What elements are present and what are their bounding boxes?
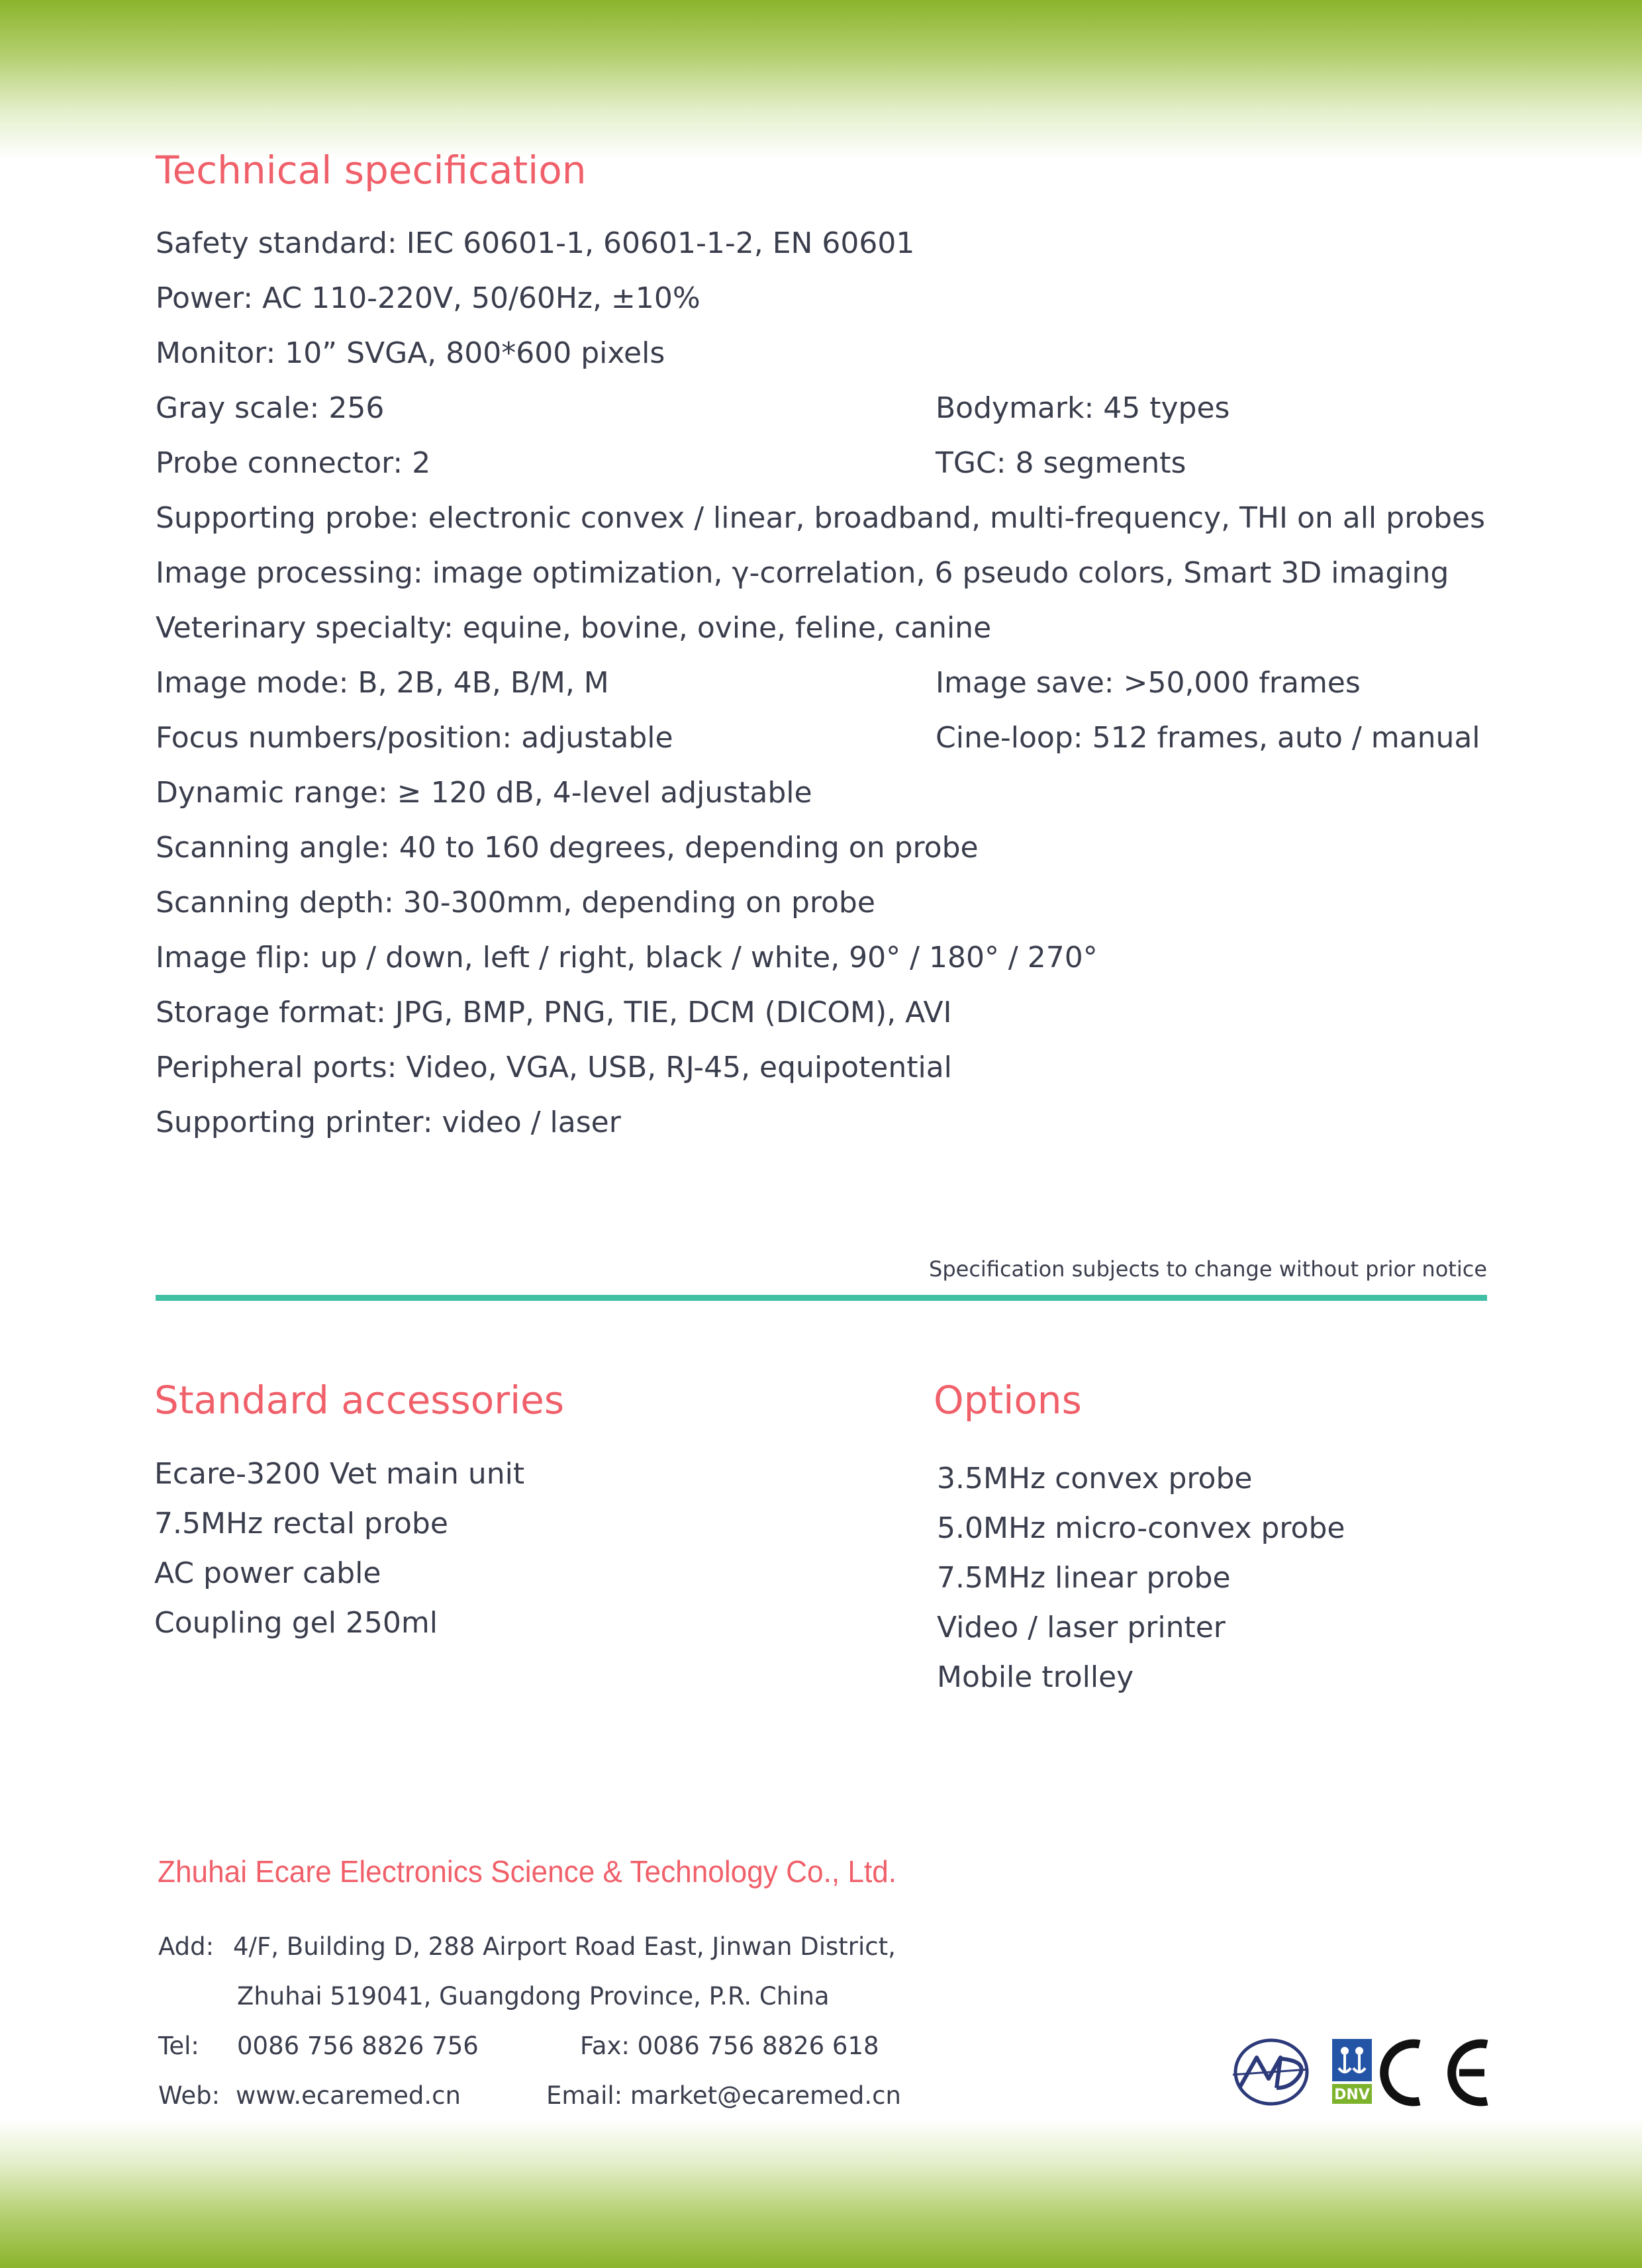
ce-mark [1384,2044,1487,2102]
spec-scanning-angle: Scanning angle: 40 to 160 degrees, depending on probe [156,831,979,865]
spec-monitor: Monitor: 10” SVGA, 800*600 pixels [156,336,665,370]
fax-number: Fax: 0086 756 8826 618 [580,2032,879,2060]
technical-specification-heading: Technical specification [156,148,587,193]
options-heading: Options [934,1378,1082,1423]
md-logo [1233,2040,1308,2104]
standard-accessories-heading: Standard accessories [154,1378,565,1423]
spec-image-flip: Image flip: up / down, left / right, black / white, 90° / 180° / 270° [156,941,1098,974]
list-item: AC power cable [154,1556,381,1590]
list-item: Coupling gel 250ml [154,1606,438,1640]
list-item: 3.5MHz convex probe [937,1462,1253,1495]
spec-tgc: TGC: 8 segments [936,446,1186,480]
options-list [937,1462,1345,1711]
spec-image-processing: Image processing: image optimization, γ-correlation, 6 pseudo colors, Smart 3D imaging [156,556,1449,590]
standard-accessories-list [154,1458,524,1656]
spec-power: Power: AC 110-220V, 50/60Hz, ±10% [156,281,700,315]
web-label: Web: [158,2081,220,2110]
email-link[interactable]: Email: market@ecaremed.cn [546,2081,901,2110]
certification-logos [1230,2035,1488,2109]
list-item: Mobile trolley [937,1660,1134,1694]
spec-bodymark: Bodymark: 45 types [936,391,1230,425]
tel-number: 0086 756 8826 756 [237,2032,479,2060]
spec-change-notice: Specification subjects to change without prior notice [929,1256,1487,1282]
list-item: 5.0MHz micro-convex probe [937,1511,1345,1545]
spec-storage-format: Storage format: JPG, BMP, PNG, TIE, DCM (DICOM), AVI [156,996,952,1029]
list-item: Video / laser printer [937,1611,1226,1644]
dnv-label: DNV [1334,2087,1370,2103]
list-item: 7.5MHz linear probe [937,1561,1231,1595]
spec-image-mode: Image mode: B, 2B, 4B, B/M, M [156,666,609,700]
spec-supporting-probe: Supporting probe: electronic convex / linear, broadband, multi-frequency, THI on all probes [156,501,1486,535]
section-divider [156,1295,1487,1301]
spec-probe-connector: Probe connector: 2 [156,446,431,480]
spec-dynamic-range: Dynamic range: ≥ 120 dB, 4-level adjustable [156,776,812,810]
spec-gray-scale: Gray scale: 256 [156,391,385,425]
address-label: Add: [158,1932,215,1961]
spec-image-save: Image save: >50,000 frames [936,666,1361,700]
top-green-band [0,0,1642,159]
spec-supporting-printer: Supporting printer: video / laser [156,1106,621,1139]
spec-safety-standard: Safety standard: IEC 60601-1, 60601-1-2, EN 60601 [156,226,915,260]
web-link[interactable]: www.ecaremed.cn [236,2081,461,2110]
address-line-1: 4/F, Building D, 288 Airport Road East, Jinwan District, [233,1932,896,1961]
spec-cine-loop: Cine-loop: 512 frames, auto / manual [936,721,1480,755]
dnv-logo [1332,2039,1372,2104]
list-item: Ecare-3200 Vet main unit [154,1457,525,1491]
tel-label: Tel: [158,2032,199,2060]
bottom-green-band [0,2118,1642,2268]
spec-peripheral-ports: Peripheral ports: Video, VGA, USB, RJ-45, equipotential [156,1051,952,1084]
list-item: 7.5MHz rectal probe [154,1507,448,1540]
address-line-2: Zhuhai 519041, Guangdong Province, P.R. China [237,1982,830,2010]
spec-veterinary-specialty: Veterinary specialty: equine, bovine, ovine, feline, canine [156,611,992,645]
spec-scanning-depth: Scanning depth: 30-300mm, depending on probe [156,886,875,920]
spec-focus: Focus numbers/position: adjustable [156,721,673,755]
company-name: Zhuhai Ecare Electronics Science & Technology Co., Ltd. [158,1854,897,1889]
